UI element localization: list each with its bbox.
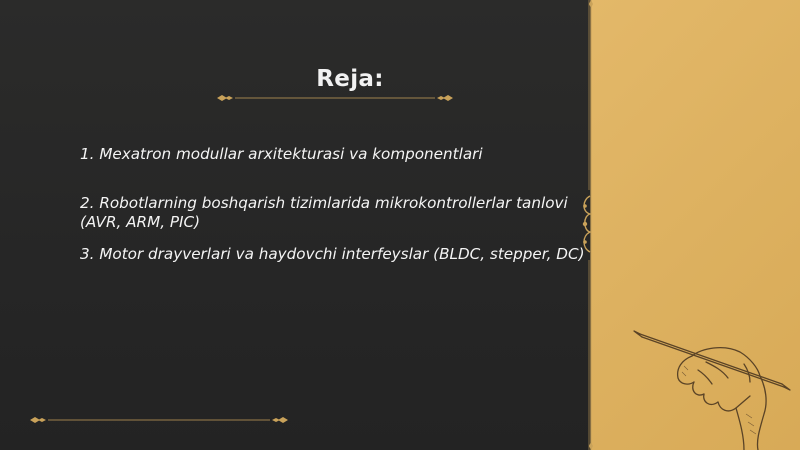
bottom-ornament-rule [28,414,290,426]
agenda-item-2: 2. Robotlarning boshqarish tizimlarida mikrokontrollerlar tanlovi (AVR, ARM, PIC) [80,194,568,231]
agenda-item-3: 3. Motor drayverlari va haydovchi interfeyslar (BLDC, stepper, DC) [80,245,585,263]
agenda-item-1: 1. Mexatron modullar arxitekturasi va komponentlari [80,145,483,163]
ornament-divider-icon [580,0,594,450]
slide-title: Reja: [316,66,384,92]
title-ornament-rule [215,92,455,104]
hand-with-pen-illustration [632,318,800,450]
